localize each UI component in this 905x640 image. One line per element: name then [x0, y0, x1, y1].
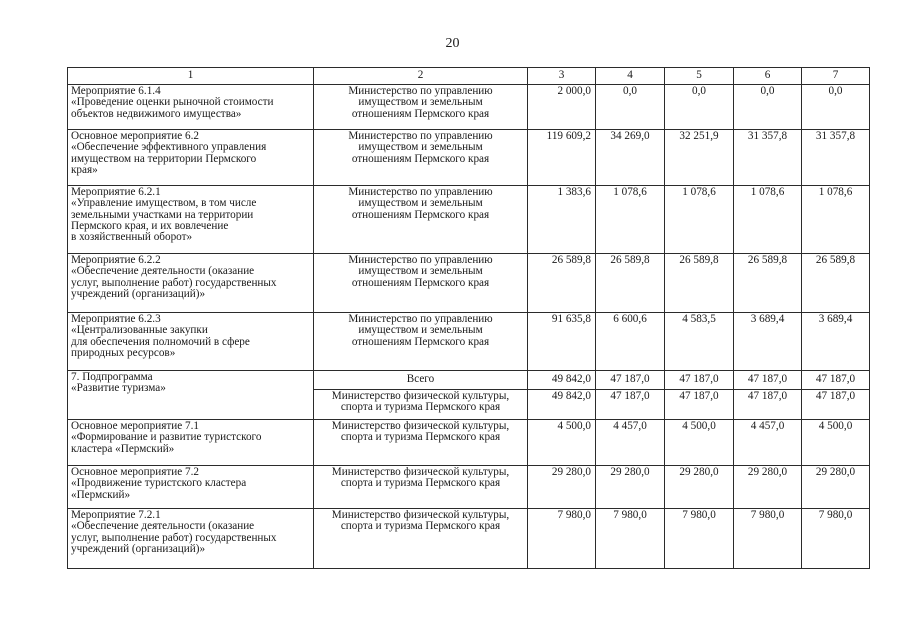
amount-cell-7: 0,0 — [802, 85, 870, 130]
table-row — [68, 186, 870, 254]
column-header-3: 3 — [528, 68, 596, 85]
amount-cell-5: 4 500,0 — [665, 420, 734, 466]
amount-cell-7: 3 689,4 — [802, 313, 870, 371]
activity-name-line: Основное мероприятие 7.1 — [71, 420, 199, 432]
budget-table — [67, 67, 870, 569]
amount-cell-3: 91 635,8 — [528, 313, 596, 371]
responsible-org-line: спорта и туризма Пермского края — [340, 520, 501, 533]
responsible-org-line: Министерство физической культуры, — [331, 390, 510, 402]
activity-name-cell — [68, 254, 314, 313]
amount-cell-4: 6 600,6 — [596, 313, 665, 371]
subprogram-total-label: Всего — [314, 371, 528, 390]
amount-cell-6: 1 078,6 — [734, 186, 802, 254]
amount-cell-7: 26 589,8 — [802, 254, 870, 313]
responsible-org-cell — [314, 420, 528, 466]
column-header-1: 1 — [68, 68, 314, 85]
activity-name-cell — [68, 186, 314, 254]
amount-cell-6: 0,0 — [734, 85, 802, 130]
responsible-org-line: спорта и туризма Пермского края — [340, 477, 501, 490]
amount-cell-3: 2 000,0 — [528, 85, 596, 130]
activity-name-line: услуг, выполнение работ) государственных — [71, 531, 277, 544]
total-amount-cell-6: 47 187,0 — [734, 371, 802, 390]
amount-cell-6: 26 589,8 — [734, 254, 802, 313]
activity-name-cell — [68, 509, 314, 569]
total-amount-cell-4: 47 187,0 — [596, 371, 665, 390]
responsible-org-line: имуществом и земельным — [358, 324, 483, 337]
column-header-6: 6 — [734, 68, 802, 85]
column-header-5: 5 — [665, 68, 734, 85]
responsible-org-line: Министерство физической культуры, — [331, 509, 510, 521]
responsible-org-cell — [314, 186, 528, 254]
activity-name-line: «Формирование и развитие туристского — [71, 431, 262, 444]
responsible-org-cell — [314, 254, 528, 313]
activity-name-line: «Проведение оценки рыночной стоимости — [71, 96, 274, 109]
responsible-org-cell — [314, 509, 528, 569]
activity-name-line: «Централизованные закупки — [71, 324, 208, 337]
subprogram-name-line: 7. Подпрограмма — [71, 371, 153, 383]
responsible-org-line: спорта и туризма Пермского края — [340, 431, 501, 444]
total-amount-cell-5: 47 187,0 — [665, 371, 734, 390]
amount-cell-4: 7 980,0 — [596, 509, 665, 569]
amount-cell-3: 26 589,8 — [528, 254, 596, 313]
responsible-org-line: отношениям Пермского края — [351, 335, 490, 348]
responsible-org-line: отношениям Пермского края — [351, 276, 490, 289]
amount-cell-3: 119 609,2 — [528, 130, 596, 186]
responsible-org-line: Министерство физической культуры, — [331, 420, 510, 432]
responsible-org-line: имуществом и земельным — [358, 197, 483, 210]
column-header-4: 4 — [596, 68, 665, 85]
activity-name-line: в хозяйственный оборот» — [71, 231, 193, 244]
amount-cell-6: 7 980,0 — [734, 509, 802, 569]
total-amount-cell-3: 49 842,0 — [528, 371, 596, 390]
table-row — [68, 85, 870, 130]
activity-name-line: края» — [71, 163, 98, 176]
activity-name-line: услуг, выполнение работ) государственных — [71, 276, 277, 289]
table-row — [68, 130, 870, 186]
activity-name-line: земельными участками на территории — [71, 208, 254, 221]
amount-cell-6: 31 357,8 — [734, 130, 802, 186]
activity-name-cell — [68, 466, 314, 509]
activity-name-line: Основное мероприятие 7.2 — [71, 466, 199, 478]
responsible-org-line: отношениям Пермского края — [351, 208, 490, 221]
amount-cell-3: 1 383,6 — [528, 186, 596, 254]
activity-name-line: имуществом на территории Пермского — [71, 152, 257, 165]
amount-cell-4: 47 187,0 — [596, 390, 665, 420]
activity-name-line: Мероприятие 6.2.1 — [71, 186, 161, 198]
responsible-org-line: Министерство по управлению — [348, 186, 493, 198]
subprogram-name-line: «Развитие туризма» — [71, 382, 166, 395]
amount-cell-5: 4 583,5 — [665, 313, 734, 371]
page-number: 20 — [445, 36, 460, 51]
activity-name-line: для обеспечения полномочий в сфере — [71, 335, 250, 348]
amount-cell-5: 47 187,0 — [665, 390, 734, 420]
activity-name-line: Мероприятие 6.2.2 — [71, 254, 161, 266]
responsible-org-line: отношениям Пермского края — [351, 152, 490, 165]
amount-cell-4: 4 457,0 — [596, 420, 665, 466]
responsible-org-line: Министерство физической культуры, — [331, 466, 510, 478]
responsible-org-cell — [314, 85, 528, 130]
responsible-org-cell — [314, 466, 528, 509]
responsible-org-line: Министерство по управлению — [348, 313, 493, 325]
amount-cell-7: 31 357,8 — [802, 130, 870, 186]
responsible-org-line: спорта и туризма Пермского края — [340, 401, 501, 414]
activity-name-cell — [68, 85, 314, 130]
responsible-org-line: имуществом и земельным — [358, 265, 483, 278]
activity-name-line: учреждений (организаций)» — [71, 287, 206, 300]
activity-name-line: природных ресурсов» — [71, 346, 176, 359]
responsible-org-line: Министерство по управлению — [348, 85, 493, 97]
activity-name-line: Мероприятие 6.1.4 — [71, 85, 161, 97]
amount-cell-4: 0,0 — [596, 85, 665, 130]
activity-name-line: Основное мероприятие 6.2 — [71, 130, 199, 142]
total-amount-cell-7: 47 187,0 — [802, 371, 870, 390]
responsible-org-cell — [314, 130, 528, 186]
responsible-org-line: отношениям Пермского края — [351, 107, 490, 120]
amount-cell-5: 7 980,0 — [665, 509, 734, 569]
activity-name-line: Мероприятие 7.2.1 — [71, 509, 161, 521]
responsible-org-cell — [314, 390, 528, 420]
activity-name-line: «Обеспечение деятельности (оказание — [71, 520, 255, 533]
amount-cell-3: 4 500,0 — [528, 420, 596, 466]
amount-cell-3: 49 842,0 — [528, 390, 596, 420]
activity-name-line: «Обеспечение деятельности (оказание — [71, 265, 255, 278]
table-row — [68, 509, 870, 569]
amount-cell-6: 4 457,0 — [734, 420, 802, 466]
activity-name-line: учреждений (организаций)» — [71, 542, 206, 555]
activity-name-line: «Продвижение туристского кластера — [71, 477, 247, 490]
amount-cell-5: 1 078,6 — [665, 186, 734, 254]
table-row — [68, 420, 870, 466]
activity-name-line: «Пермский» — [71, 488, 131, 501]
amount-cell-5: 32 251,9 — [665, 130, 734, 186]
activity-name-cell — [68, 313, 314, 371]
activity-name-line: Пермского края, и их вовлечение — [71, 219, 229, 232]
amount-cell-7: 4 500,0 — [802, 420, 870, 466]
table-row — [68, 254, 870, 313]
header-row — [68, 68, 870, 85]
subprogram-name-cell — [68, 371, 314, 420]
responsible-org-line: Министерство по управлению — [348, 254, 493, 266]
amount-cell-7: 1 078,6 — [802, 186, 870, 254]
activity-name-cell — [68, 420, 314, 466]
amount-cell-5: 26 589,8 — [665, 254, 734, 313]
activity-name-line: Мероприятие 6.2.3 — [71, 313, 161, 325]
amount-cell-4: 26 589,8 — [596, 254, 665, 313]
amount-cell-7: 7 980,0 — [802, 509, 870, 569]
amount-cell-7: 47 187,0 — [802, 390, 870, 420]
amount-cell-4: 1 078,6 — [596, 186, 665, 254]
activity-name-cell — [68, 130, 314, 186]
amount-cell-5: 0,0 — [665, 85, 734, 130]
responsible-org-line: Министерство по управлению — [348, 130, 493, 142]
amount-cell-5: 29 280,0 — [665, 466, 734, 509]
amount-cell-4: 34 269,0 — [596, 130, 665, 186]
amount-cell-6: 3 689,4 — [734, 313, 802, 371]
subprogram-total-row — [68, 371, 870, 390]
activity-name-line: объектов недвижимого имущества» — [71, 107, 242, 120]
amount-cell-3: 7 980,0 — [528, 509, 596, 569]
amount-cell-3: 29 280,0 — [528, 466, 596, 509]
amount-cell-6: 29 280,0 — [734, 466, 802, 509]
amount-cell-4: 29 280,0 — [596, 466, 665, 509]
column-header-2: 2 — [314, 68, 528, 85]
amount-cell-7: 29 280,0 — [802, 466, 870, 509]
responsible-org-cell — [314, 313, 528, 371]
column-header-7: 7 — [802, 68, 870, 85]
table-row — [68, 313, 870, 371]
activity-name-line: «Управление имуществом, в том числе — [71, 197, 257, 210]
amount-cell-6: 47 187,0 — [734, 390, 802, 420]
activity-name-line: «Обеспечение эффективного управления — [71, 141, 267, 154]
table-row — [68, 466, 870, 509]
responsible-org-line: имуществом и земельным — [358, 96, 483, 109]
responsible-org-line: имуществом и земельным — [358, 141, 483, 154]
activity-name-line: кластера «Пермский» — [71, 442, 175, 455]
